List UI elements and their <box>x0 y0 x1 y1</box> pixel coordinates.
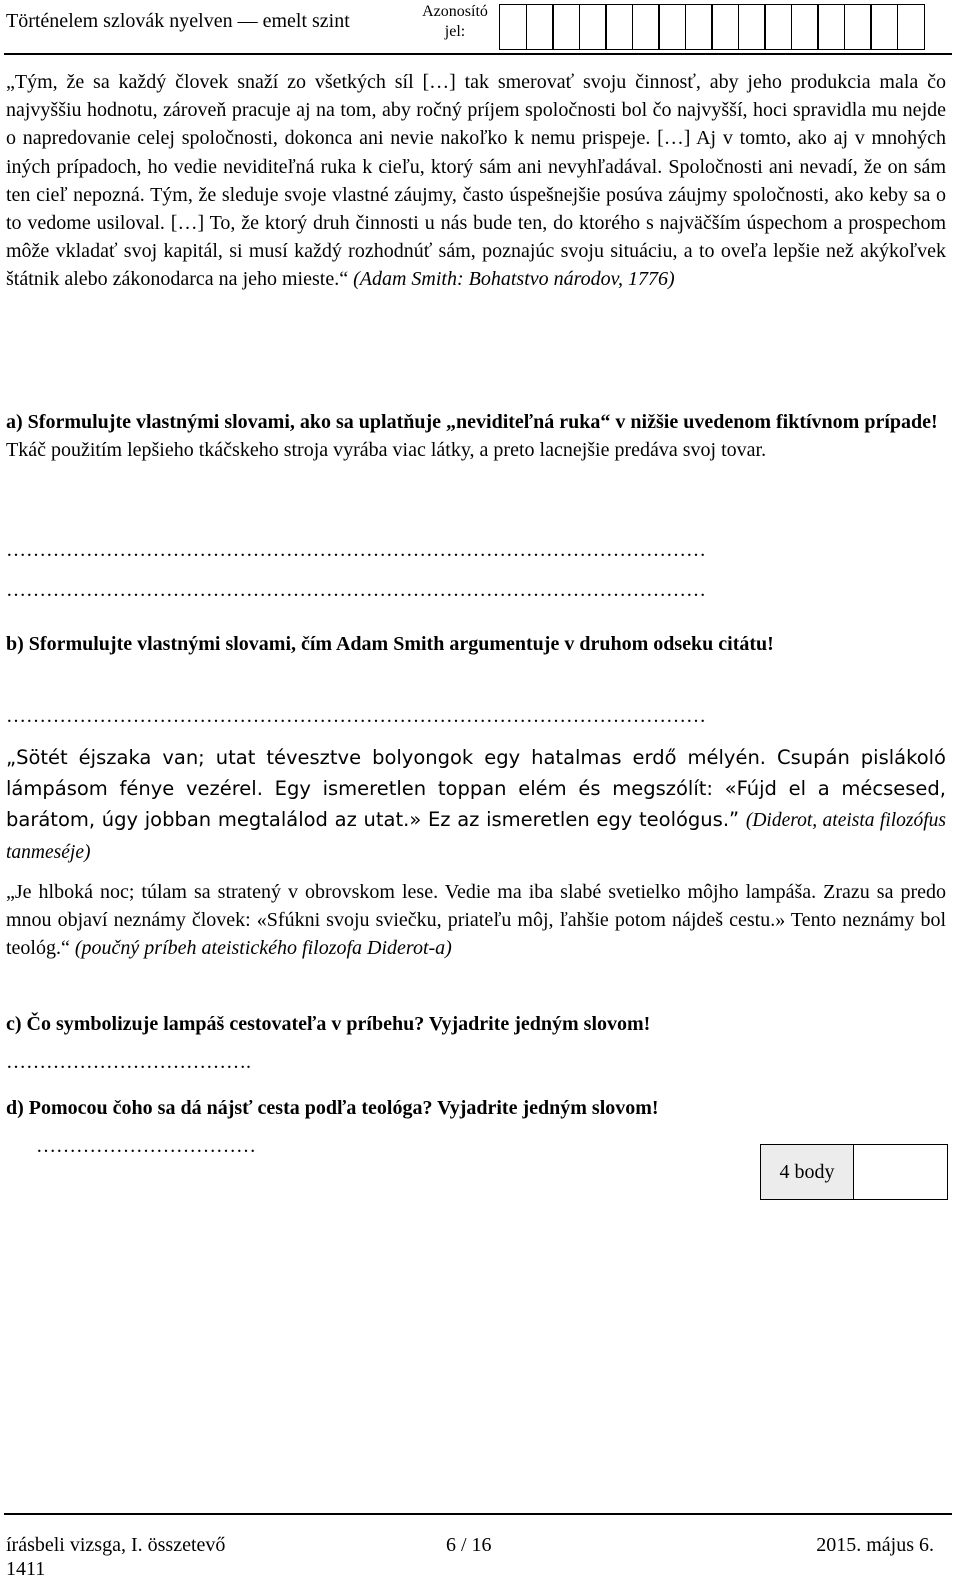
id-label: Azonosító jel: <box>422 3 488 40</box>
points-label: 4 body <box>760 1144 854 1200</box>
question-a-prompt: a) Sformulujte vlastnými slovami, ako sa uplatňuje „neviditeľná ruka“ v nižšie uvedenom fiktívnom prípade! <box>6 411 938 433</box>
id-cell[interactable] <box>579 4 607 50</box>
points-box <box>760 1144 948 1200</box>
source-smith-citation: (Adam Smith: Bohatstvo národov, 1776) <box>353 268 675 291</box>
id-cell[interactable] <box>738 4 766 50</box>
id-cell[interactable] <box>764 4 792 50</box>
points-score-field[interactable] <box>854 1144 948 1200</box>
footer-exam-name: írásbeli vizsga, I. összetevő <box>6 1534 226 1556</box>
id-cell[interactable] <box>791 4 819 50</box>
id-cell[interactable] <box>526 4 554 50</box>
question-d <box>6 1094 946 1122</box>
footer-rule <box>4 1513 952 1515</box>
source-diderot-sk <box>6 878 946 963</box>
question-c <box>6 1010 946 1038</box>
question-c-prompt: c) Čo symbolizuje lampáš cestovateľa v príbehu? Vyjadrite jedným slovom! <box>6 1013 651 1035</box>
source-diderot-sk-text: „Je hlboká noc; túlam sa stratený v obrovskom lese. Vedie ma iba slabé svetielko môjho lampáša. Zrazu sa predo mnou objaví neznámy človek: «Sfúkni svoju sviečku, priateľu môj, ľahšie potom nájdeš cestu.» Tento neznámy bol teológ.“ <box>6 881 946 960</box>
source-diderot-sk-citation: (poučný príbeh ateistického filozofa Diderot-a) <box>74 937 452 960</box>
header-title: Történelem szlovák nyelven — emelt szint <box>6 10 350 32</box>
answer-b-line[interactable]: …………………………………………………………………………………………… <box>6 705 706 727</box>
id-cell[interactable] <box>658 4 686 50</box>
answer-a-line-1[interactable]: …………………………………………………………………………………………… <box>6 539 706 561</box>
source-diderot-hu <box>6 742 946 868</box>
question-b <box>6 630 946 658</box>
question-a-case: Tkáč použitím lepšieho tkáčskeho stroja vyrába viac látky, a preto lacnejšie predáva svoj tovar. <box>6 439 767 462</box>
source-smith-text: „Tým, že sa každý človek snaží zo všetkých síl […] tak smerovať svoju činnosť, aby jeho produkcia mala čo najvyššiu hodnotu, zároveň pracuje aj na tom, aby ročný príjem spoločnosti bol čo najvyšší, hoci spravidla mu nejde o napredovanie celej spoločnosti, dokonca ani nevie nakoľko k nemu prispeje. […] Aj v tomto, ako aj v mnohých iných prípadoch, ho vedie neviditeľná ruka k cieľu, ktorý sám ani nevyhľadával. Spoločnosti ani nevadí, že on sám ten cieľ nepozná. Tým, že sleduje svoje vlastné záujmy, často úspešnejšie posúva záujmy spoločnosti, ako keby sa o to vedome usiloval. […] To, že ktorý druh činnosti u nás bude ten, do ktorého s najväčším úspechom a prospechom môže vkladať svoj kapitál, si musí každý rozhodnúť sám, poznajúc svoju situáciu, a to oveľa lepšie než akýkoľvek štátnik alebo zákonodarca na jeho mieste.“ <box>6 71 946 291</box>
id-cell[interactable] <box>870 4 898 50</box>
source-diderot-hu-citation: (Diderot, ateista filozófus tanmeséje) <box>6 810 947 863</box>
id-input-grid[interactable] <box>499 4 923 50</box>
footer-page-number: 6 / 16 <box>446 1534 492 1556</box>
question-b-prompt: b) Sformulujte vlastnými slovami, čím Adam Smith argumentuje v druhom odseku citátu! <box>6 633 774 655</box>
id-cell[interactable] <box>844 4 872 50</box>
id-cell[interactable] <box>499 4 527 50</box>
id-cell[interactable] <box>817 4 845 50</box>
question-d-prompt: d) Pomocou čoho sa dá nájsť cesta podľa teológa? Vyjadrite jedným slovom! <box>6 1097 659 1119</box>
source-diderot-hu-text: „Sötét éjszaka van; utat tévesztve bolyongok egy hatalmas erdő mélyén. Csupán pislákoló lámpásom fénye vezérel. Egy ismeretlen toppan elém és megszólít: «Fújd el a mécsesed, barátom, úgy jobban megtalálod az utat.» Ez az ismeretlen egy teológus.” <box>6 746 946 831</box>
answer-c-line[interactable]: ………………………………. <box>6 1051 251 1073</box>
id-cell[interactable] <box>552 4 580 50</box>
answer-a-line-2[interactable]: …………………………………………………………………………………………… <box>6 579 706 601</box>
question-a <box>6 408 946 464</box>
id-cell[interactable] <box>632 4 660 50</box>
header-rule <box>4 53 952 55</box>
id-cell[interactable] <box>685 4 713 50</box>
answer-d-line[interactable]: …………………………… <box>36 1135 256 1157</box>
id-cell[interactable] <box>711 4 739 50</box>
id-cell[interactable] <box>897 4 925 50</box>
footer-date: 2015. május 6. <box>816 1534 934 1556</box>
footer-exam-code: 1411 <box>6 1558 46 1580</box>
id-cell[interactable] <box>605 4 633 50</box>
source-smith <box>6 68 946 294</box>
